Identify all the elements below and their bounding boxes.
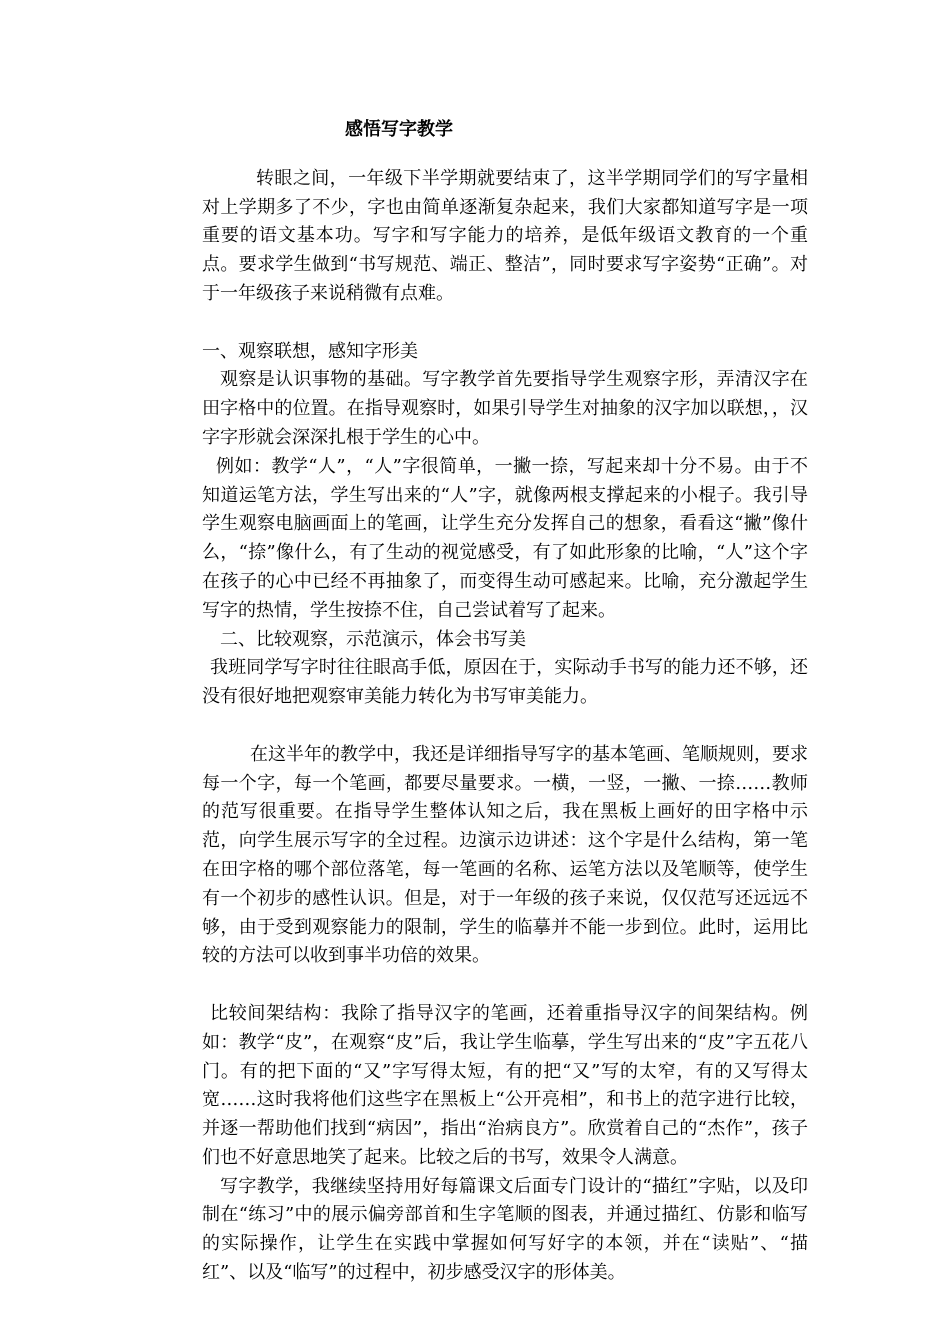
spacer <box>202 309 808 338</box>
intro-paragraph: 转眼之间，一年级下半学期就要结束了，这半学期同学们的写字量相对上学期多了不少，字也由简单逐渐复杂起来，我们大家都知道写字是一项重要的语文基本功。写字和写字能力的培养，是低年级语文教育的一个重点。要求学生做到“书写规范、端正、整洁”，同时要求写字姿势“正确”。对于一年级孩子来说稍微有点难。 <box>202 167 808 304</box>
section-1-paragraph-2: 例如：教学“人”，“人”字很简单，一撇一捺，写起来却十分不易。由于不知道运笔方法，学生写出来的“人”字，就像两根支撑起来的小棍子。我引导学生观察电脑画面上的笔画，让学生充分发挥自己的想象，看看这“撇”像什么，“捺”像什么，有了生动的视觉感受，有了如此形象的比喻，“人”这个字在孩子的心中已经不再抽象了，而变得生动可感起来。比喻，充分激起学生写字的热情，学生按捺不住，自己尝试着写了起来。 <box>202 455 808 621</box>
section-2-paragraph-3: 比较间架结构：我除了指导汉字的笔画，还着重指导汉字的间架结构。例如：教学“皮”，在观察“皮”后，我让学生临摹，学生写出来的“皮”字五花八门。有的把下面的“又”字写得太短，有的把“又”写的太窄，有的又写得太宽……这时我将他们这些字在黑板上“公开亮相”，和书上的范字进行比较，并逐一帮助他们找到“病因”，指出“治病良方”。欣赏着自己的“杰作”，孩子们也不好意思地笑了起来。比较之后的书写，效果令人满意。 <box>202 1002 808 1168</box>
section-1-paragraph-1: 观察是认识事物的基础。写字教学首先要指导学生观察字形，弄清汉字在田字格中的位置。在指导观察时，如果引导学生对抽象的汉字加以联想，，汉字字形就会深深扎根于学生的心中。 <box>202 369 808 448</box>
section-2-paragraph-2: 在这半年的教学中，我还是详细指导写字的基本笔画、笔顺规则，要求每一个字，每一个笔画，都要尽量要求。一横，一竖，一撇、一捺……教师的范写很重要。在指导学生整体认知之后，我在黑板上画好的田字格中示范，向学生展示写字的全过程。边演示边讲述：这个字是什么结构，第一笔在田字格的哪个部位落笔，每一笔画的名称、运笔方法以及笔顺等，使学生有一个初步的感性认识。但是，对于一年级的孩子来说，仅仅范写还远远不够，由于受到观察能力的限制，学生的临摹并不能一步到位。此时，运用比较的方法可以收到事半功倍的效果。 <box>202 743 808 967</box>
section-2-paragraph-4: 写字教学，我继续坚持用好每篇课文后面专门设计的“描红”字贴，以及印制在“练习”中的展示偏旁部首和生字笔顺的图表，并通过描红、仿影和临写的实际操作，让学生在实践中掌握如何写好字的本领，并在“读贴”、“描红”、以及“临写”的过程中，初步感受汉字的形体美。 <box>202 1175 808 1284</box>
section-1-heading: 一、观察联想，感知字形美 <box>202 340 418 362</box>
spacer <box>202 712 808 741</box>
spacer <box>202 145 808 165</box>
document-title: 感悟写字教学 <box>345 119 453 140</box>
spacer <box>202 971 808 1000</box>
section-2-paragraph-1: 我班同学写字时往往眼高手低，原因在于，实际动手书写的能力还不够，还没有很好地把观察审美能力转化为书写审美能力。 <box>202 657 808 708</box>
document-body <box>202 116 808 1288</box>
section-2-heading: 二、比较观察，示范演示，体会书写美 <box>220 628 526 650</box>
